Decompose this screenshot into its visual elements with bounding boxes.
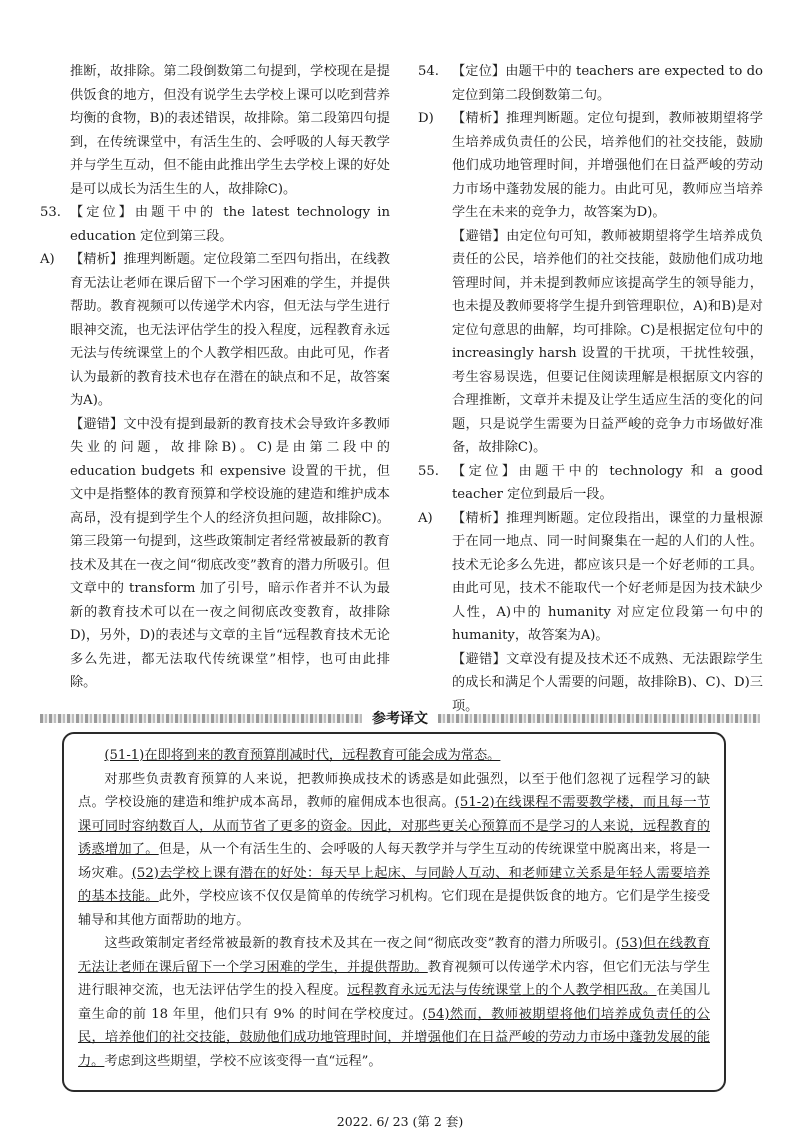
- section-divider: [40, 708, 760, 728]
- translation-text: 对那些负责教育预算的人来说，把教师换成技术的诱惑是如此强烈，以至于他们忽视了远程学习的缺点。学校设施的建造和维护成本高昂，教师的雇佣成本也很高。: [78, 771, 710, 810]
- q55-locate-row: [418, 460, 763, 507]
- translation-text: 这些政策制定者经常被最新的教育技术及其在一夜之间“彻底改变”教育的潜力所吸引。: [104, 936, 616, 951]
- translation-54: (54)然而，教师被期望将他们培养成负责任的公民，培养他们的社交技能，鼓励他们成功地管理时间，并增强他们在日益严峻的劳动力市场中蓬勃发展的能力。: [78, 1006, 710, 1069]
- q52-continuation: 推断，故排除。第二段倒数第二句提到，学校现在是提供饭食的地方，但没有说学生去学校上课可以吃到营养均衡的食物，B)的表述错误，故排除。第二段第四句提到，在传统课堂中，有活生生的、会呼吸的人每天教学并与学生互动，但不能由此推出学生去学校上课的好处是可以成长为活生生的人，故排除C)。: [70, 64, 390, 197]
- q53-analysis-row: [40, 248, 390, 413]
- q53-number: 53.: [40, 205, 61, 220]
- q54-number: 54.: [418, 64, 439, 79]
- translation-52: (52)去学校上课有潜在的好处：每天早上起床、与同龄人互动、和老师建立关系是年轻人需要培养的基本技能。: [78, 865, 710, 904]
- translation-text: 但是，从一个有活生生的、会呼吸的人每天教学并与学生互动的传统课堂中脱离出来，将是一场灾难。: [78, 842, 711, 881]
- q55-analysis: 【精析】推理判断题。定位段指出，课堂的力量根源于在同一地点、同一时间聚集在一起的人们的人性。技术无论多么先进，都应该只是一个好老师的工具。由此可见，技术不能取代一个好老师是因为技术缺少人性，A)中的 humanity 对应定位段第一句中的 humanity，故答案为A)。: [452, 510, 763, 643]
- divider-bar-right: [438, 714, 760, 723]
- divider-bar-left: [40, 714, 362, 723]
- q55-locate: 【定位】由题干中的 technology 和 a good teacher 定位到最后一段。: [452, 463, 763, 502]
- q55-wrong-options: 【避错】文章没有提及技术还不成熟、无法跟踪学生的成长和满足个人需要的问题，故排除B)、C)、D)三项。: [452, 651, 763, 714]
- page-footer: 2022. 6/ 23 (第 2 套): [336, 1114, 464, 1129]
- q54-analysis-row: [418, 107, 763, 225]
- translation-51-2: (51-2)在线课程不需要教学楼，而且每一节课可同时容纳数百人，从而节省了更多的资金。因此，对那些更关心预算而不是学习的人来说，远程教育的诱惑增加了。: [78, 795, 710, 857]
- q53-locate-row: [40, 201, 390, 248]
- translation-paragraph-3: [78, 932, 710, 1073]
- translation-53-b: 远程教育永远无法与传统课堂上的个人教学相匹敌。: [347, 983, 657, 998]
- q55-number: 55.: [418, 463, 439, 479]
- right-column: [418, 60, 763, 718]
- translation-text: 考虑到这些期望，学校不应该变得一直“远程”。: [104, 1053, 382, 1069]
- q53-wrong-options: 【避错】文中没有提到最新的教育技术会导致许多教师失业的问题，故排除B)。C)是由第二段中的 education budgets 和 expensive 设置的干扰，但文中是指整体的教育预算和学校设施的建造和维护成本高昂，没有提到学生个人的经济负担问题，故排除C)。第三段第一句提到，这些政策制定者经常被最新的教育技术及其在一夜之间“彻底改变”教育的潜力所吸引。但文章中的 transform 加了引号，暗示作者并不认为最新的教育技术可以在一夜之间彻底改变教育，故排除D)，另外，D)的表述与文章的主旨“远程教育技术无论多么先进，都无法取代传统课堂”相悖，也可由此排除。: [70, 416, 390, 690]
- translation-paragraph-1: [78, 744, 710, 768]
- q54-wrong-options: 【避错】由定位句可知，教师被期望将学生培养成负责任的公民，培养他们的社交技能，鼓励他们成功地管理时间，并未提到教师应该提高学生的领导能力，也未提及教师要将学生提升到管理职位，A)和B)是对定位句意思的曲解，均可排除。C)是根据定位句中的 increasingly harsh 设置的干扰项，干扰性较强，考生容易误选，但要记住阅读理解是根据原文内容的合理推断，文章并未提及让学生适应生活的变化的问题，只是说学生需要为日益严峻的竞争力市场做好准备，故排除C)。: [452, 228, 763, 455]
- q53-analysis: 【精析】推理判断题。定位段第二至四句指出，在线教育无法让老师在课后留下一个学习困难的学生，并提供帮助。教育视频可以传递学术内容，但无法与学生进行眼神交流，也无法评估学生的投入程度，远程教育永远无法与传统课堂上的个人教学相匹敌。由此可见，作者认为最新的教育技术也存在潜在的缺点和不足，故答案为A)。: [70, 252, 390, 408]
- q54-analysis: 【精析】推理判断题。定位句提到，教师被期望将学生培养成负责任的公民，培养他们的社交技能，鼓励他们成功地管理时间，并增强他们在日益严峻的劳动力市场中蓬勃发展的能力。由此可见，教师应当培养学生在未来的竞争力，故答案为D)。: [452, 111, 763, 220]
- q55-answer: A): [418, 510, 433, 526]
- left-column: [40, 60, 390, 695]
- q53-answer: A): [40, 252, 55, 267]
- translation-text: 此外，学校应该不仅仅是简单的传统学习机构。它们现在是提供饭食的地方。它们是学生接受辅导和其他方面帮助的地方。: [78, 889, 711, 928]
- q53-locate: 【定位】由题干中的 the latest technology in education 定位到第三段。: [70, 205, 390, 244]
- translation-paragraph-2: [78, 768, 710, 933]
- translation-53: (53)但在线教育无法让老师在课后留下一个学习困难的学生，并提供帮助。: [78, 936, 710, 975]
- q54-locate: 【定位】由题干中的 teachers are expected to do 定位到第二段倒数第二句。: [452, 64, 763, 103]
- translation-text: 教育视频可以传递学术内容，但它们无法与学生进行眼神交流，也无法评估学生的投入程度。: [78, 959, 711, 998]
- translation-51-1: (51-1)在即将到来的教育预算削减时代，远程教育可能会成为常态。: [104, 748, 501, 763]
- q54-answer: D): [418, 111, 434, 126]
- section-title: 参考译文: [372, 711, 428, 727]
- q54-locate-row: [418, 60, 763, 107]
- translation-text: 在美国儿童生命的前 18 年里，他们只有 9% 的时间在学校度过。: [78, 983, 711, 1022]
- q55-analysis-row: [418, 507, 763, 648]
- translation-box: [62, 732, 726, 1092]
